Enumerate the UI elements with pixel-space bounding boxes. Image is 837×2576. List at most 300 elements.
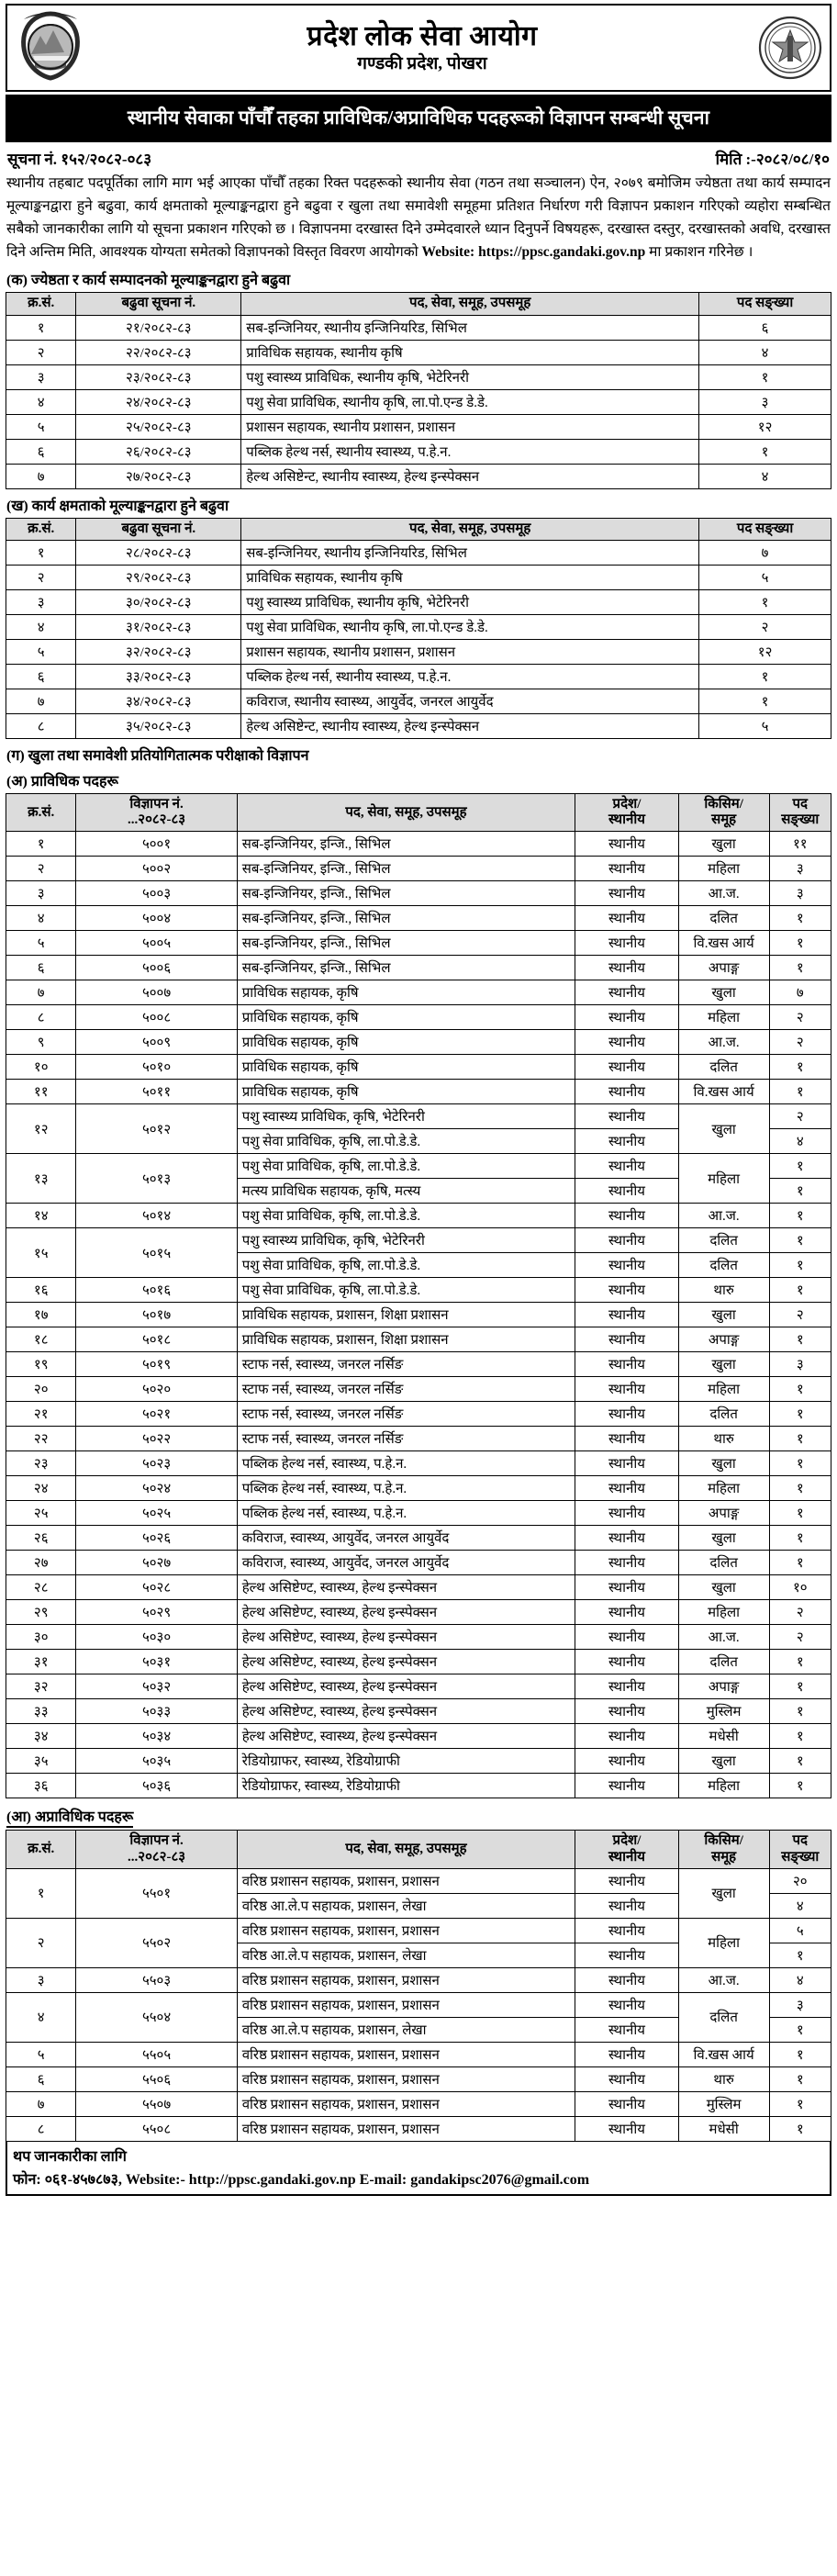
cell-post: स्टाफ नर्स, स्वास्थ्य, जनरल नर्सिङ (237, 1427, 575, 1451)
cell-sn: २० (6, 1377, 76, 1402)
cell-post: वरिष्ठ प्रशासन सहायक, प्रशासन, प्रशासन (237, 1918, 575, 1943)
cell-advertisement-no: ५०२० (76, 1377, 237, 1402)
cell-sn: १४ (6, 1204, 76, 1228)
cell-post: पशु सेवा प्राविधिक, कृषि, ला.पो.डे.डे. (237, 1204, 575, 1228)
cell-advertisement-no: ५००९ (76, 1030, 237, 1055)
cell-province-local: स्थानीय (575, 857, 678, 881)
cell-province-local: स्थानीय (575, 2116, 678, 2141)
cell-sn: ४ (6, 389, 76, 414)
cell-count: १ (769, 1526, 831, 1551)
table-row (6, 1476, 831, 1501)
cell-province-local: स्थानीय (575, 1650, 678, 1674)
cell-count: १ (769, 1204, 831, 1228)
cell-type-group: अपाङ्ग (678, 1674, 769, 1699)
more-info-label: थप जानकारीका लागि (13, 2148, 127, 2165)
cell-notice-no: ३१/२०८२-८३ (76, 614, 241, 639)
cell-type-group: मधेसी (678, 1724, 769, 1749)
table-row (6, 1204, 831, 1228)
cell-type-group: महिला (678, 1154, 769, 1204)
cell-province-local: स्थानीय (575, 1501, 678, 1526)
phone-number: ०६१-४५७८७३, (44, 2171, 122, 2188)
cell-sn: २८ (6, 1575, 76, 1600)
table-row (6, 2042, 831, 2066)
section-a-label: (क) ज्येष्ठता र कार्य सम्पादनको मूल्याङ्कनद्वारा हुने बढुवा (6, 273, 291, 289)
organization-name: प्रदेश लोक सेवा आयोग (307, 21, 538, 52)
table-row (6, 340, 831, 364)
table-row (6, 689, 831, 713)
table-row (6, 980, 831, 1005)
contact-line (13, 2168, 824, 2189)
table-row (6, 1030, 831, 1055)
table-header-row (6, 1831, 831, 1869)
cell-province-local: स्थानीय (575, 1893, 678, 1918)
cell-post: हेल्थ असिष्टेन्ट, स्थानीय स्वास्थ्य, हेल्थ इन्स्पेक्सन (241, 464, 699, 488)
cell-type-group: दलित (678, 1055, 769, 1080)
document-header (6, 4, 831, 92)
cell-type-group: वि.खस आर्य (678, 1080, 769, 1104)
cell-post: प्रशासन सहायक, स्थानीय प्रशासन, प्रशासन (241, 414, 699, 439)
cell-post: पशु स्वास्थ्य प्राविधिक, कृषि, भेटेरिनरी (237, 1228, 575, 1253)
cell-notice-no: ३५/२०८२-८३ (76, 713, 241, 738)
cell-advertisement-no: ५०१२ (76, 1104, 237, 1154)
cell-type-group: दलित (678, 1650, 769, 1674)
col-promotion-notice-no: बढुवा सूचना नं. (76, 293, 241, 315)
cell-count: १ (699, 689, 831, 713)
cell-sn: ३३ (6, 1699, 76, 1724)
website-url[interactable]: https://ppsc.gandaki.gov.np (478, 244, 646, 261)
cell-count: २ (699, 614, 831, 639)
cell-post: स्टाफ नर्स, स्वास्थ्य, जनरल नर्सिङ (237, 1377, 575, 1402)
cell-count: १ (769, 1253, 831, 1278)
cell-post: पब्लिक हेल्थ नर्स, स्थानीय स्वास्थ्य, प.हे.न. (241, 664, 699, 689)
cell-notice-no: ३३/२०८२-८३ (76, 664, 241, 689)
table-row (6, 1526, 831, 1551)
cell-count: २ (769, 1005, 831, 1030)
cell-post: हेल्थ असिष्टेण्ट, स्वास्थ्य, हेल्थ इन्स्पेक्सन (237, 1575, 575, 1600)
cell-type-group: वि.खस आर्य (678, 2042, 769, 2066)
cell-advertisement-no: ५०१६ (76, 1278, 237, 1303)
cell-sn: ५ (6, 414, 76, 439)
cell-post: वरिष्ठ प्रशासन सहायक, प्रशासन, प्रशासन (237, 1967, 575, 1992)
cell-sn: ३ (6, 881, 76, 906)
cell-post: पब्लिक हेल्थ नर्स, स्वास्थ्य, प.हे.न. (237, 1476, 575, 1501)
col-post-count: पद सङ्ख्या (769, 1831, 831, 1869)
cell-post: सब-इन्जिनियर, इन्जि., सिभिल (237, 832, 575, 857)
table-row (6, 1278, 831, 1303)
cell-count: ७ (769, 980, 831, 1005)
cell-type-group: दलित (678, 1253, 769, 1278)
table-row (6, 1774, 831, 1798)
cell-province-local: स्थानीय (575, 931, 678, 956)
cell-post: प्राविधिक सहायक, कृषि (237, 1030, 575, 1055)
cell-province-local: स्थानीय (575, 1204, 678, 1228)
cell-province-local: स्थानीय (575, 2091, 678, 2116)
cell-notice-no: २७/२०८२-८३ (76, 464, 241, 488)
cell-sn: १ (6, 832, 76, 857)
cell-sn: ३ (6, 1967, 76, 1992)
table-row (6, 956, 831, 980)
notice-meta-bar (6, 148, 831, 169)
cell-sn: ४ (6, 906, 76, 931)
cell-sn: २३ (6, 1451, 76, 1476)
cell-type-group: खुला (678, 980, 769, 1005)
table-row (6, 1154, 831, 1179)
email-address[interactable]: gandakipsc2076@gmail.com (410, 2171, 590, 2188)
website-url[interactable]: http://ppsc.gandaki.gov.np (188, 2171, 356, 2188)
col-post-service-group: पद, सेवा, समूह, उपसमूह (241, 518, 699, 540)
cell-count: १ (769, 1699, 831, 1724)
cell-post: प्राविधिक सहायक, स्थानीय कृषि (241, 565, 699, 589)
cell-notice-no: २५/२०८२-८३ (76, 414, 241, 439)
col-sn: क्र.सं. (6, 1831, 76, 1869)
email-label: E-mail: (359, 2171, 407, 2188)
table-header-row (6, 518, 831, 540)
col-province-local: प्रदेश/ स्थानीय (575, 793, 678, 832)
cell-post: प्राविधिक सहायक, कृषि (237, 1080, 575, 1104)
cell-advertisement-no: ५००२ (76, 857, 237, 881)
table-row (6, 1104, 831, 1129)
cell-post: पशु स्वास्थ्य प्राविधिक, स्थानीय कृषि, भेटेरिनरी (241, 589, 699, 614)
cell-post: हेल्थ असिष्टेण्ट, स्वास्थ्य, हेल्थ इन्स्पेक्सन (237, 1650, 575, 1674)
table-row (6, 1377, 831, 1402)
table-row (6, 1699, 831, 1724)
nepal-emblem-icon (15, 8, 86, 87)
cell-count: ४ (769, 1967, 831, 1992)
cell-count: १ (769, 1402, 831, 1427)
section-c-sub-label: (अ) प्राविधिक पदहरू (6, 773, 118, 790)
cell-sn: ५ (6, 639, 76, 664)
cell-sn: १७ (6, 1303, 76, 1327)
table-row (6, 315, 831, 340)
cell-count: ३ (769, 1992, 831, 2017)
cell-notice-no: २६/२०८२-८३ (76, 439, 241, 464)
cell-notice-no: ३०/२०८२-८३ (76, 589, 241, 614)
table-row (6, 1575, 831, 1600)
cell-count: ११ (769, 832, 831, 857)
cell-advertisement-no: ५५०१ (76, 1868, 237, 1918)
notice-body-paragraph (6, 172, 831, 263)
cell-count: १ (769, 931, 831, 956)
table-row (6, 389, 831, 414)
cell-type-group: आ.ज. (678, 1204, 769, 1228)
cell-count: १ (769, 1228, 831, 1253)
table-row (6, 1327, 831, 1352)
col-province-local: प्रदेश/ स्थानीय (575, 1831, 678, 1869)
organization-location: गण्डकी प्रदेश, पोखरा (357, 53, 487, 73)
cell-type-group: महिला (678, 1377, 769, 1402)
cell-post: पब्लिक हेल्थ नर्स, स्वास्थ्य, प.हे.न. (237, 1451, 575, 1476)
table-row (6, 881, 831, 906)
cell-type-group: थारु (678, 1278, 769, 1303)
table-row (6, 1451, 831, 1476)
cell-post: पशु सेवा प्राविधिक, स्थानीय कृषि, ला.पो.एन्ड डे.डे. (241, 614, 699, 639)
table-row (6, 1625, 831, 1650)
col-advertisement-no: विज्ञापन नं. ...२०८२-८३ (76, 793, 237, 832)
cell-post: हेल्थ असिष्टेन्ट, स्थानीय स्वास्थ्य, हेल्थ इन्स्पेक्सन (241, 713, 699, 738)
cell-advertisement-no: ५५०६ (76, 2066, 237, 2091)
cell-advertisement-no: ५०१८ (76, 1327, 237, 1352)
table-row (6, 1352, 831, 1377)
cell-count: ४ (769, 1129, 831, 1154)
cell-post: कविराज, स्वास्थ्य, आयुर्वेद, जनरल आयुर्वेद (237, 1526, 575, 1551)
cell-sn: १९ (6, 1352, 76, 1377)
phone-label: फोन: (13, 2171, 41, 2188)
cell-advertisement-no: ५००४ (76, 906, 237, 931)
cell-advertisement-no: ५०३१ (76, 1650, 237, 1674)
cell-sn: ३२ (6, 1674, 76, 1699)
cell-province-local: स्थानीय (575, 1154, 678, 1179)
cell-type-group: खुला (678, 1104, 769, 1154)
cell-count: १ (769, 906, 831, 931)
cell-sn: २ (6, 565, 76, 589)
cell-type-group: खुला (678, 1451, 769, 1476)
cell-type-group: महिला (678, 1600, 769, 1625)
cell-count: १ (769, 1551, 831, 1575)
cell-advertisement-no: ५५०७ (76, 2091, 237, 2116)
cell-count: ४ (769, 1893, 831, 1918)
table-row (6, 565, 831, 589)
cell-type-group: महिला (678, 1774, 769, 1798)
cell-post: कविराज, स्वास्थ्य, आयुर्वेद, जनरल आयुर्वेद (237, 1551, 575, 1575)
cell-province-local: स्थानीय (575, 1129, 678, 1154)
cell-province-local: स्थानीय (575, 832, 678, 857)
cell-sn: १६ (6, 1278, 76, 1303)
cell-sn: ७ (6, 980, 76, 1005)
cell-post: वरिष्ठ आ.ले.प सहायक, प्रशासन, लेखा (237, 2017, 575, 2042)
cell-province-local: स्थानीय (575, 1030, 678, 1055)
table-row (6, 1650, 831, 1674)
cell-province-local: स्थानीय (575, 1476, 678, 1501)
col-post-service-group: पद, सेवा, समूह, उपसमूह (237, 1831, 575, 1869)
cell-province-local: स्थानीय (575, 1253, 678, 1278)
col-post-count: पद सङ्ख्या (769, 793, 831, 832)
cell-count: १ (769, 956, 831, 980)
cell-sn: २१ (6, 1402, 76, 1427)
cell-province-local: स्थानीय (575, 1526, 678, 1551)
cell-advertisement-no: ५०११ (76, 1080, 237, 1104)
cell-type-group: दलित (678, 1402, 769, 1427)
cell-type-group: महिला (678, 1476, 769, 1501)
table-row (6, 1600, 831, 1625)
cell-type-group: दलित (678, 1992, 769, 2042)
table-row (6, 1724, 831, 1749)
cell-count: १ (699, 664, 831, 689)
commission-seal-icon (758, 16, 822, 80)
col-post-service-group: पद, सेवा, समूह, उपसमूह (241, 293, 699, 315)
notice-number: सूचना नं. १५२/२०८२-०८३ (7, 151, 152, 168)
cell-province-local: स्थानीय (575, 1451, 678, 1476)
cell-count: ६ (699, 315, 831, 340)
cell-count: २ (769, 1030, 831, 1055)
cell-province-local: स्थानीय (575, 1600, 678, 1625)
table-row (6, 713, 831, 738)
paragraph-text-part2: मा प्रकाशन गरिनेछ । (645, 244, 753, 261)
cell-count: १० (769, 1575, 831, 1600)
cell-sn: ७ (6, 464, 76, 488)
cell-province-local: स्थानीय (575, 1699, 678, 1724)
cell-type-group: खुला (678, 1749, 769, 1774)
table-row (6, 1992, 831, 2017)
cell-sn: २ (6, 1918, 76, 1967)
cell-post: वरिष्ठ प्रशासन सहायक, प्रशासन, प्रशासन (237, 1992, 575, 2017)
table-row (6, 1674, 831, 1699)
cell-advertisement-no: ५०३४ (76, 1724, 237, 1749)
cell-count: ३ (769, 857, 831, 881)
cell-advertisement-no: ५०१४ (76, 1204, 237, 1228)
cell-province-local: स्थानीय (575, 1179, 678, 1204)
cell-sn: ८ (6, 713, 76, 738)
cell-province-local: स्थानीय (575, 1868, 678, 1893)
table-row (6, 414, 831, 439)
table-row (6, 832, 831, 857)
cell-post: सब-इन्जिनियर, स्थानीय इन्जिनियरिड, सिभिल (241, 315, 699, 340)
cell-province-local: स्थानीय (575, 1352, 678, 1377)
cell-sn: ६ (6, 439, 76, 464)
cell-sn: २६ (6, 1526, 76, 1551)
cell-sn: ३ (6, 364, 76, 389)
cell-sn: २ (6, 857, 76, 881)
cell-sn: ७ (6, 689, 76, 713)
cell-count: १ (769, 1055, 831, 1080)
cell-sn: २२ (6, 1427, 76, 1451)
cell-count: १ (769, 1749, 831, 1774)
cell-post: वरिष्ठ प्रशासन सहायक, प्रशासन, प्रशासन (237, 2116, 575, 2141)
cell-advertisement-no: ५५०३ (76, 1967, 237, 1992)
cell-sn: ६ (6, 956, 76, 980)
cell-notice-no: ३४/२०८२-८३ (76, 689, 241, 713)
cell-post: कविराज, स्थानीय स्वास्थ्य, आयुर्वेद, जनरल आयुर्वेद (241, 689, 699, 713)
table-row (6, 1967, 831, 1992)
cell-count: १ (699, 439, 831, 464)
cell-province-local: स्थानीय (575, 956, 678, 980)
cell-advertisement-no: ५०१७ (76, 1303, 237, 1327)
cell-advertisement-no: ५००६ (76, 956, 237, 980)
cell-advertisement-no: ५०२७ (76, 1551, 237, 1575)
cell-post: पब्लिक हेल्थ नर्स, स्थानीय स्वास्थ्य, प.हे.न. (241, 439, 699, 464)
cell-type-group: खुला (678, 1526, 769, 1551)
cell-province-local: स्थानीय (575, 1918, 678, 1943)
cell-advertisement-no: ५०२२ (76, 1427, 237, 1451)
cell-post: वरिष्ठ प्रशासन सहायक, प्रशासन, प्रशासन (237, 2091, 575, 2116)
cell-province-local: स्थानीय (575, 2042, 678, 2066)
cell-post: स्टाफ नर्स, स्वास्थ्य, जनरल नर्सिङ (237, 1402, 575, 1427)
cell-count: २ (769, 1625, 831, 1650)
cell-post: प्राविधिक सहायक, प्रशासन, शिक्षा प्रशासन (237, 1327, 575, 1352)
cell-sn: ८ (6, 1005, 76, 1030)
cell-post: मत्स्य प्राविधिक सहायक, कृषि, मत्स्य (237, 1179, 575, 1204)
cell-count: २ (769, 1600, 831, 1625)
cell-count: ४ (699, 464, 831, 488)
cell-count: १ (769, 1650, 831, 1674)
cell-post: वरिष्ठ प्रशासन सहायक, प्रशासन, प्रशासन (237, 2066, 575, 2091)
table-row (6, 1228, 831, 1253)
cell-post: हेल्थ असिष्टेण्ट, स्वास्थ्य, हेल्थ इन्स्पेक्सन (237, 1674, 575, 1699)
cell-post: प्राविधिक सहायक, कृषि (237, 1055, 575, 1080)
cell-province-local: स्थानीय (575, 881, 678, 906)
table-row (6, 2091, 831, 2116)
col-promotion-notice-no: बढुवा सूचना नं. (76, 518, 241, 540)
cell-notice-no: ३२/२०८२-८३ (76, 639, 241, 664)
cell-type-group: महिला (678, 1005, 769, 1030)
cell-type-group: आ.ज. (678, 881, 769, 906)
col-sn: क्र.सं. (6, 793, 76, 832)
table-row (6, 1551, 831, 1575)
cell-type-group: खुला (678, 1575, 769, 1600)
cell-province-local: स्थानीय (575, 1104, 678, 1129)
col-type-group: किसिम/ समूह (678, 1831, 769, 1869)
cell-advertisement-no: ५००५ (76, 931, 237, 956)
cell-post: वरिष्ठ आ.ले.प सहायक, प्रशासन, लेखा (237, 1943, 575, 1967)
col-sn: क्र.सं. (6, 293, 76, 315)
cell-count: २ (769, 1303, 831, 1327)
cell-type-group: थारु (678, 2066, 769, 2091)
cell-province-local: स्थानीय (575, 1005, 678, 1030)
cell-province-local: स्थानीय (575, 1402, 678, 1427)
cell-sn: १२ (6, 1104, 76, 1154)
cell-count: १२ (699, 639, 831, 664)
cell-sn: ८ (6, 2116, 76, 2141)
cell-province-local: स्थानीय (575, 1575, 678, 1600)
cell-type-group: दलित (678, 1551, 769, 1575)
cell-post: वरिष्ठ प्रशासन सहायक, प्रशासन, प्रशासन (237, 1868, 575, 1893)
cell-province-local: स्थानीय (575, 906, 678, 931)
cell-type-group: खुला (678, 1352, 769, 1377)
cell-type-group: दलित (678, 906, 769, 931)
cell-sn: ३० (6, 1625, 76, 1650)
cell-count: १ (769, 2091, 831, 2116)
cell-province-local: स्थानीय (575, 1774, 678, 1798)
cell-type-group: आ.ज. (678, 1967, 769, 1992)
cell-advertisement-no: ५०१० (76, 1055, 237, 1080)
cell-advertisement-no: ५०३६ (76, 1774, 237, 1798)
cell-sn: १८ (6, 1327, 76, 1352)
cell-type-group: आ.ज. (678, 1030, 769, 1055)
cell-post: वरिष्ठ प्रशासन सहायक, प्रशासन, प्रशासन (237, 2042, 575, 2066)
col-post-count: पद सङ्ख्या (699, 293, 831, 315)
cell-notice-no: २९/२०८२-८३ (76, 565, 241, 589)
cell-count: १२ (699, 414, 831, 439)
cell-advertisement-no: ५०२३ (76, 1451, 237, 1476)
cell-sn: १० (6, 1055, 76, 1080)
cell-sn: ३४ (6, 1724, 76, 1749)
cell-type-group: थारु (678, 1427, 769, 1451)
cell-post: रेडियोग्राफर, स्वास्थ्य, रेडियोग्राफी (237, 1749, 575, 1774)
section-d-label: (आ) अप्राविधिक पदहरू (6, 1806, 831, 1826)
cell-post: सब-इन्जिनियर, इन्जि., सिभिल (237, 857, 575, 881)
cell-post: वरिष्ठ आ.ले.प सहायक, प्रशासन, लेखा (237, 1893, 575, 1918)
cell-advertisement-no: ५५०२ (76, 1918, 237, 1967)
cell-count: १ (769, 1080, 831, 1104)
table-row (6, 931, 831, 956)
cell-post: प्राविधिक सहायक, कृषि (237, 1005, 575, 1030)
cell-sn: ९ (6, 1030, 76, 1055)
cell-province-local: स्थानीय (575, 1551, 678, 1575)
table-row (6, 1303, 831, 1327)
cell-type-group: मुस्लिम (678, 2091, 769, 2116)
cell-province-local: स्थानीय (575, 1327, 678, 1352)
cell-province-local: स्थानीय (575, 1992, 678, 2017)
cell-post: सब-इन्जिनियर, इन्जि., सिभिल (237, 931, 575, 956)
cell-sn: ४ (6, 614, 76, 639)
cell-sn: १५ (6, 1228, 76, 1278)
table-row (6, 1427, 831, 1451)
table-header-row (6, 793, 831, 832)
table-row (6, 439, 831, 464)
cell-post: हेल्थ असिष्टेण्ट, स्वास्थ्य, हेल्थ इन्स्पेक्सन (237, 1625, 575, 1650)
cell-count: १ (769, 1327, 831, 1352)
cell-type-group: अपाङ्ग (678, 1327, 769, 1352)
cell-count: १ (769, 2116, 831, 2141)
